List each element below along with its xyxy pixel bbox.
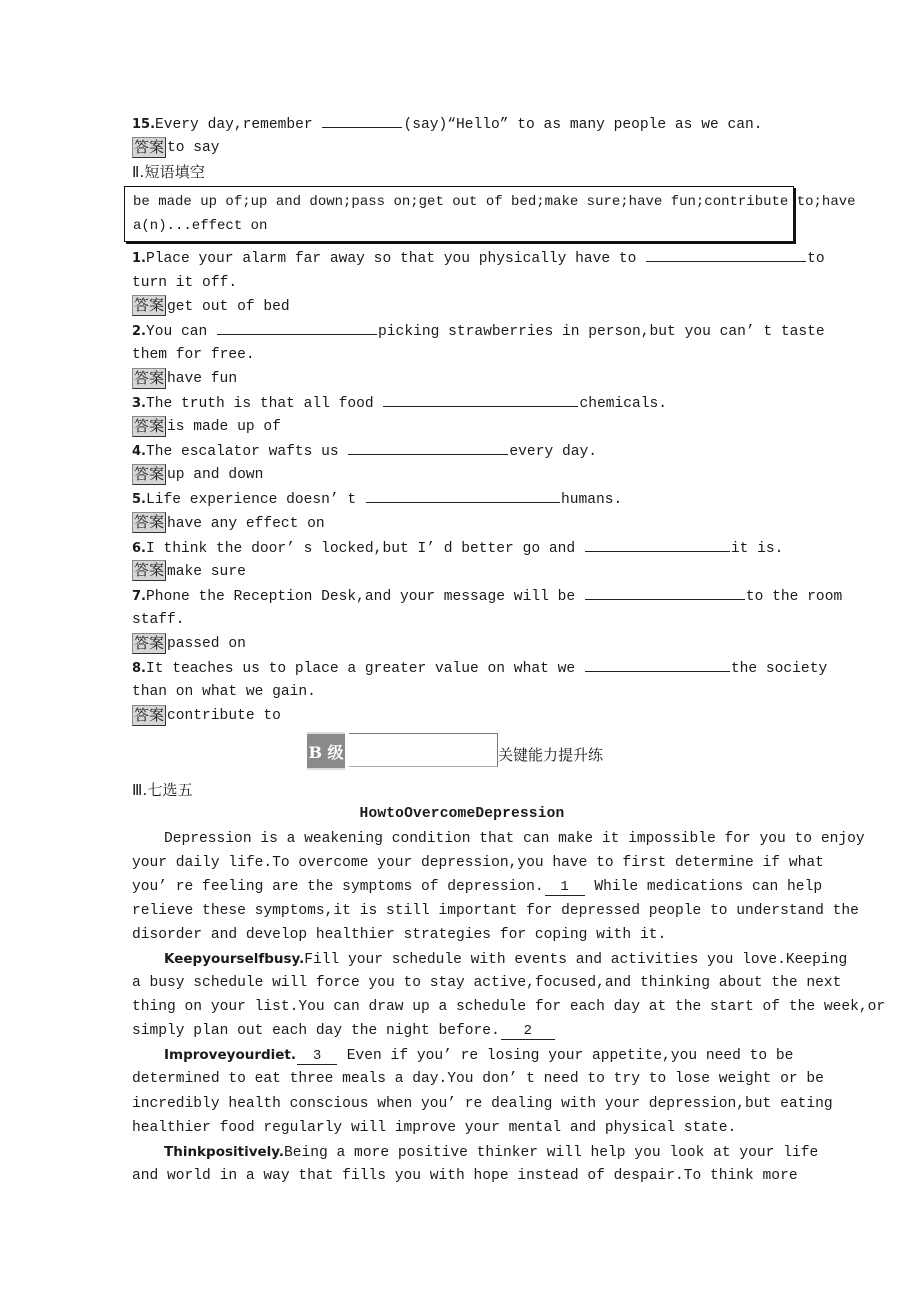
question-number: 15. xyxy=(132,117,156,132)
question-15: 15.Every day,remember (say)“Hello” to as many people as we can. xyxy=(132,112,792,136)
answer-text: contribute to xyxy=(167,708,281,725)
answer-row-7 xyxy=(132,632,792,656)
answer-blank xyxy=(646,246,806,262)
answer-text: up and down xyxy=(167,467,264,484)
answer-text: get out of bed xyxy=(167,298,290,315)
paragraph-lead: Thinkpositively. xyxy=(164,1143,284,1160)
question-1: 1.Place your alarm far away so that you physically have to to xyxy=(132,246,792,270)
level-b-banner xyxy=(132,728,792,778)
question-2: 2.You can picking strawberries in person,but you can’ t taste xyxy=(132,319,792,343)
answer-row-8 xyxy=(132,704,792,728)
answer-text: make sure xyxy=(167,563,246,580)
answer-blank xyxy=(348,439,508,455)
answer-blank xyxy=(322,112,402,128)
answer-blank xyxy=(585,536,730,552)
level-banner-box xyxy=(349,733,498,767)
answer-row-6 xyxy=(132,560,792,584)
question-6: 6.I think the door’ s locked,but I’ d better go and it is. xyxy=(132,536,792,560)
answer-blank xyxy=(217,319,377,335)
answer-label: 答案 xyxy=(134,464,165,483)
paragraph-lead: Improveyourdiet. xyxy=(164,1047,297,1064)
answer-label: 答案 xyxy=(134,368,165,387)
answer-row-15 xyxy=(132,136,792,160)
paragraph-2: Keepyourselfbusy.Fill your schedule with events and activities you love.Keeping a busy schedule will force you to stay active,focused,and thinking about the next thing on your list.You can draw up a schedule for each day at the start of the week,or simply plan out each day the night before. 2 xyxy=(132,951,886,1040)
answer-label: 答案 xyxy=(134,561,165,580)
answer-row-4 xyxy=(132,463,792,487)
paragraph-1: Depression is a weakening condition that can make it impossible for you to enjoy your daily life.To overcome your depression,you have to first determine if what you’ re feeling are the symptoms of depression. 1 While medications can help relieve these symptoms,it is still important for depressed people to understand the disorder and develop healthier strategies for coping with it. xyxy=(132,830,865,943)
question-7: 7.Phone the Reception Desk,and your message will be to the room xyxy=(132,584,792,608)
answer-label: 答案 xyxy=(134,633,165,652)
paragraph-3: Improveyourdiet. 3 Even if you’ re losing your appetite,you need to be determined to eat three meals a day.You don’ t need to try to lose weight or be incredibly health conscious when you’ re dealing with your depression,but eating healthier food regularly will improve your mental and physical state. xyxy=(132,1047,833,1136)
question-4: 4.The escalator wafts us every day. xyxy=(132,439,792,463)
question-5: 5.Life experience doesn’ t humans. xyxy=(132,487,792,511)
cloze-blank-1: 1 xyxy=(545,880,585,896)
worksheet-page: 15.Every day,remember (say)“Hello” to as many people as we can. 答案 to say Ⅱ.短语填空 be made up of;up and down;pass on;get out of bed;make sure;have fun;contribute to;have a(n)...effect on 1.Place your alarm far away so that you physically have to to turn it off. 答案 get out of bed 2.You can picking strawberries in person,but you can’ t taste them for free. 答案 have fun 3.The truth is that all food chemicals. 答案 is made up of 4.The escalator wafts us every day. 答案 up and down 5.Life experience doesn’ t humans. 答案 have any effect on 6.I think the door’ s locked,but I’ d better go and it is. 答案 make sure 7.Phone the Reception Desk,and your message will be to the room staff. 答案 passed on 8.It teaches us to place a greater value on what we the society than on what we gain. 答案 contribute to B 级 关键能力提升练 Ⅲ.七选五 HowtoOvercomeDepression Depression is a weakening condition that can make it impossible for you to enjoy your daily life.To overcome your depression,you have to first determine if what you’ re feeling are the symptoms of depression. 1 While medications can help relieve these symptoms,it is still important for depressed people to understand the disorder and develop healthier strategies for coping with it. Keepyourselfbusy.Fill your schedule with events and activities you love.Keeping a busy schedule will force you to stay active,focused,and thinking about the next thing on your list.You can draw up a schedule for each day at the start of the week,or simply plan out each day the night before. 2 Improveyourdiet. 3 Even if you’ re losing your appetite,you need to be determined to eat three meals a day.You don’ t need to try to lose weight or be incredibly health conscious when you’ re dealing with your depression,but eating healthier food regularly will improve your mental and physical state. Thinkpositively.Being a more positive thinker will help you look at your life and world in a way that fills you with hope instead of despair.To think more xyxy=(132,112,792,1188)
paragraph-4: Thinkpositively.Being a more positive thinker will help you look at your life and world in a way that fills you with hope instead of despair.To think more xyxy=(132,1143,819,1184)
answer-text: passed on xyxy=(167,635,246,652)
answer-blank xyxy=(383,391,578,407)
answer-label: 答案 xyxy=(134,137,165,156)
level-title: 关键能力提升练 xyxy=(498,746,604,765)
section-heading-2: Ⅱ.短语填空 xyxy=(132,163,206,182)
answer-blank xyxy=(585,656,730,672)
section-heading-3: Ⅲ.七选五 xyxy=(132,781,193,800)
question-8: 8.It teaches us to place a greater value on what we the society xyxy=(132,656,792,680)
answer-row-5 xyxy=(132,512,792,536)
cloze-blank-2: 2 xyxy=(501,1024,555,1040)
cloze-blank-3: 3 xyxy=(297,1049,337,1065)
answer-blank xyxy=(585,584,745,600)
answer-text: is made up of xyxy=(167,419,281,436)
answer-row-1 xyxy=(132,295,792,319)
answer-label: 答案 xyxy=(134,513,165,532)
answer-row-2 xyxy=(132,367,792,391)
answer-row-3 xyxy=(132,415,792,439)
answer-label: 答案 xyxy=(134,296,165,315)
paragraph-lead: Keepyourselfbusy. xyxy=(164,951,305,967)
answer-text: have fun xyxy=(167,370,238,387)
answer-label: 答案 xyxy=(134,416,165,435)
answer-blank xyxy=(366,487,560,503)
question-3: 3.The truth is that all food chemicals. xyxy=(132,391,792,415)
answer-label: 答案 xyxy=(134,705,165,724)
answer-text: to say xyxy=(167,140,220,157)
passage-title: HowtoOvercomeDepression xyxy=(359,806,565,823)
answer-text: have any effect on xyxy=(167,515,325,532)
level-badge: B 级 xyxy=(307,732,345,770)
phrase-word-box: be made up of;up and down;pass on;get out of bed;make sure;have fun;contribute to;have a(n)...effect on xyxy=(124,186,794,242)
